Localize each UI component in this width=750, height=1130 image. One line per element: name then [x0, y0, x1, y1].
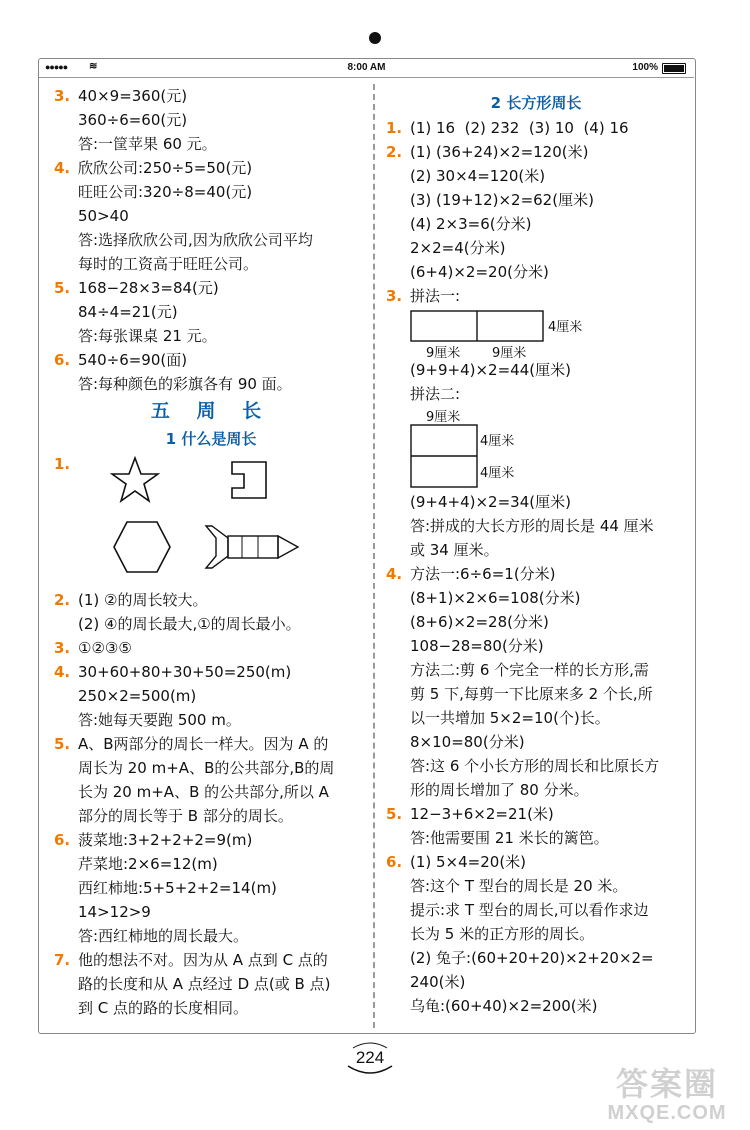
dimension-label: 9厘米: [492, 346, 527, 361]
answer-5-rectangle: [386, 802, 686, 850]
answer-line: 8×10=80(分米): [410, 733, 525, 751]
answer-line: 芹菜地:2×6=12(m): [78, 855, 218, 873]
answer-6: [54, 348, 368, 396]
side-by-side-rectangles-figure: [386, 308, 686, 361]
answer-line: 答:西红柿地的周长最大。: [78, 927, 249, 945]
answer-line: (1) ②的周长较大。: [78, 591, 208, 609]
answer-2-rectangle: [386, 140, 686, 284]
answer-number: 4.: [54, 159, 71, 177]
answer-6-perimeter: [54, 828, 368, 948]
dimension-label: 4厘米: [480, 434, 515, 449]
lesson-title: 2 长方形周长: [490, 94, 582, 112]
wifi-icon: ≋: [89, 61, 98, 72]
answer-number: 5.: [386, 805, 403, 823]
signal-icon: ●●●●●: [45, 62, 68, 72]
answer-line: 答:每张课桌 21 元。: [78, 327, 217, 345]
answer-line: 欣欣公司:250÷5=50(元): [78, 159, 253, 177]
rectangle-pair-horizontal: [410, 310, 544, 342]
answer-line: 12−3+6×2=21(米): [410, 805, 554, 823]
answer-line: A、B两部分的周长一样大。因为 A 的: [78, 735, 329, 753]
status-time: 8:00 AM: [347, 62, 386, 73]
dimension-label: 9厘米: [426, 410, 461, 425]
answer-line: 84÷4=21(元): [78, 303, 178, 321]
answer-line: 108−28=80(分米): [410, 637, 544, 655]
battery-icon: [662, 63, 686, 74]
answer-line: 250×2=500(m): [78, 687, 197, 705]
answer-line: ①②③⑤: [78, 639, 132, 657]
answer-number: 6.: [54, 831, 71, 849]
method-label: 拼法二:: [410, 385, 461, 403]
answer-6-rectangle: [386, 850, 686, 1018]
answer-line: 剪 5 下,每剪一下比原来多 2 个长,所: [410, 685, 653, 703]
answer-number: 7.: [54, 951, 71, 969]
answer-line: 部分的周长等于 B 部分的周长。: [78, 807, 293, 825]
answer-line: 240(米): [410, 973, 466, 991]
answer-line: (6+4)×2=20(分米): [410, 263, 549, 281]
answer-3-rectangle: [386, 284, 686, 562]
page-number-text: 224: [355, 1048, 385, 1067]
answer-line: 2×2=4(分米): [410, 239, 506, 257]
method-label: 拼法一:: [410, 287, 461, 305]
answer-line: 方法一:6÷6=1(分米): [410, 565, 556, 583]
answer-line: 方法二:剪 6 个完全一样的长方形,需: [410, 661, 649, 679]
answer-line: 14>12>9: [78, 903, 151, 921]
answer-3-perimeter: [54, 636, 368, 660]
answer-line: 40×9=360(元): [78, 87, 188, 105]
answer-line: (2) 30×4=120(米): [410, 167, 546, 185]
answer-line: 到 C 点的路的长度相同。: [78, 999, 249, 1017]
answer-4: [54, 156, 368, 276]
answer-number: 5.: [54, 735, 71, 753]
left-column: [54, 84, 368, 1020]
answer-number: 3.: [54, 639, 71, 657]
answer-line: 30+60+80+30+50=250(m): [78, 663, 292, 681]
answer-line: (9+9+4)×2=44(厘米): [410, 361, 571, 379]
answer-1-rectangle: [386, 116, 686, 140]
answer-line: 每时的工资高于旺旺公司。: [78, 255, 259, 273]
section-title: 五 周 长: [150, 400, 272, 422]
answer-line: 菠菜地:3+2+2+2=9(m): [78, 831, 253, 849]
answer-line: (1) 16 (2) 232 (3) 10 (4) 16: [410, 119, 629, 137]
answer-number: 1.: [54, 455, 71, 473]
answer-line: 答:一筐苹果 60 元。: [78, 135, 217, 153]
answer-number: 6.: [54, 351, 71, 369]
answer-line: 形的周长增加了 80 分米。: [410, 781, 589, 799]
answer-3: [54, 84, 368, 156]
answer-line: 长为 20 m+A、B 的公共部分,所以 A: [78, 783, 329, 801]
answer-line: 540÷6=90(面): [78, 351, 188, 369]
answer-line: 50>40: [78, 207, 129, 225]
answer-number: 6.: [386, 853, 403, 871]
answer-line: (9+4+4)×2=34(厘米): [410, 493, 571, 511]
watermark-logo: 答案圈: [615, 1066, 718, 1102]
hexagon-shape: [112, 520, 172, 574]
answer-number: 2.: [386, 143, 403, 161]
answer-line: (1) (36+24)×2=120(米): [410, 143, 589, 161]
star-shape: [110, 456, 160, 504]
answer-5: [54, 276, 368, 348]
answer-number: 2.: [54, 591, 71, 609]
answer-line: 他的想法不对。因为从 A 点到 C 点的: [78, 951, 328, 969]
dimension-label: 4厘米: [548, 320, 583, 335]
answer-number: 3.: [386, 287, 403, 305]
rocket-shape: [202, 522, 302, 572]
answer-line: 答:拼成的大长方形的周长是 44 厘米: [410, 517, 654, 535]
answer-line: 提示:求 T 型台的周长,可以看作求边: [410, 901, 649, 919]
right-column: [386, 90, 686, 1018]
answer-line: 答:这 6 个小长方形的周长和比原长方: [410, 757, 660, 775]
answer-line: (4) 2×3=6(分米): [410, 215, 532, 233]
status-bar: [39, 59, 694, 78]
answer-line: 以一共增加 5×2=10(个)长。: [410, 709, 610, 727]
answer-4-rectangle: [386, 562, 686, 802]
answer-line: 周长为 20 m+A、B的公共部分,B的周: [78, 759, 335, 777]
answer-number: 4.: [386, 565, 403, 583]
answer-number: 4.: [54, 663, 71, 681]
answer-number: 3.: [54, 87, 71, 105]
answer-2-perimeter: [54, 588, 368, 636]
answer-line: (3) (19+12)×2=62(厘米): [410, 191, 594, 209]
answer-line: 答:这个 T 型台的周长是 20 米。: [410, 877, 628, 895]
answer-line: 旺旺公司:320÷8=40(元): [78, 183, 253, 201]
answer-4-perimeter: [54, 660, 368, 732]
lesson-title: 1 什么是周长: [165, 430, 257, 448]
answer-line: (8+6)×2=28(分米): [410, 613, 549, 631]
answer-line: (8+1)×2×6=108(分米): [410, 589, 581, 607]
answer-line: 168−28×3=84(元): [78, 279, 219, 297]
answer-line: 答:每种颜色的彩旗各有 90 面。: [78, 375, 292, 393]
answer-line: 或 34 厘米。: [410, 541, 499, 559]
answer-number: 5.: [54, 279, 71, 297]
dimension-label: 4厘米: [480, 466, 515, 481]
perimeter-shapes-figure: [54, 452, 368, 588]
notched-square-shape: [230, 460, 270, 500]
answer-line: 路的长度和从 A 点经过 D 点(或 B 点): [78, 975, 331, 993]
answer-line: (2) 兔子:(60+20+20)×2+20×2=: [410, 949, 654, 967]
answer-line: 答:她每天要跑 500 m。: [78, 711, 241, 729]
answer-line: 360÷6=60(元): [78, 111, 188, 129]
answer-line: 答:选择欣欣公司,因为欣欣公司平均: [78, 231, 313, 249]
page-number: [345, 1040, 395, 1076]
answer-number: 1.: [386, 119, 403, 137]
answer-line: 西红柿地:5+5+2+2=14(m): [78, 879, 277, 897]
answer-line: (1) 5×4=20(米): [410, 853, 527, 871]
column-divider: [373, 84, 375, 1028]
answer-5-perimeter: [54, 732, 368, 828]
watermark: [602, 1066, 732, 1124]
camera-dot: [369, 32, 381, 44]
answer-7-perimeter: [54, 948, 368, 1020]
answer-line: (2) ④的周长最大,①的周长最小。: [78, 615, 301, 633]
stacked-rectangles-figure: [386, 406, 686, 490]
answer-line: 乌龟:(60+40)×2=200(米): [410, 997, 598, 1015]
battery-percent: 100%: [632, 62, 658, 73]
watermark-url: MXQE.COM: [607, 1102, 727, 1124]
dimension-label: 9厘米: [426, 346, 461, 361]
rectangle-pair-vertical: [410, 424, 478, 488]
answer-line: 答:他需要围 21 米长的篱笆。: [410, 829, 609, 847]
answer-line: 长为 5 米的正方形的周长。: [410, 925, 595, 943]
